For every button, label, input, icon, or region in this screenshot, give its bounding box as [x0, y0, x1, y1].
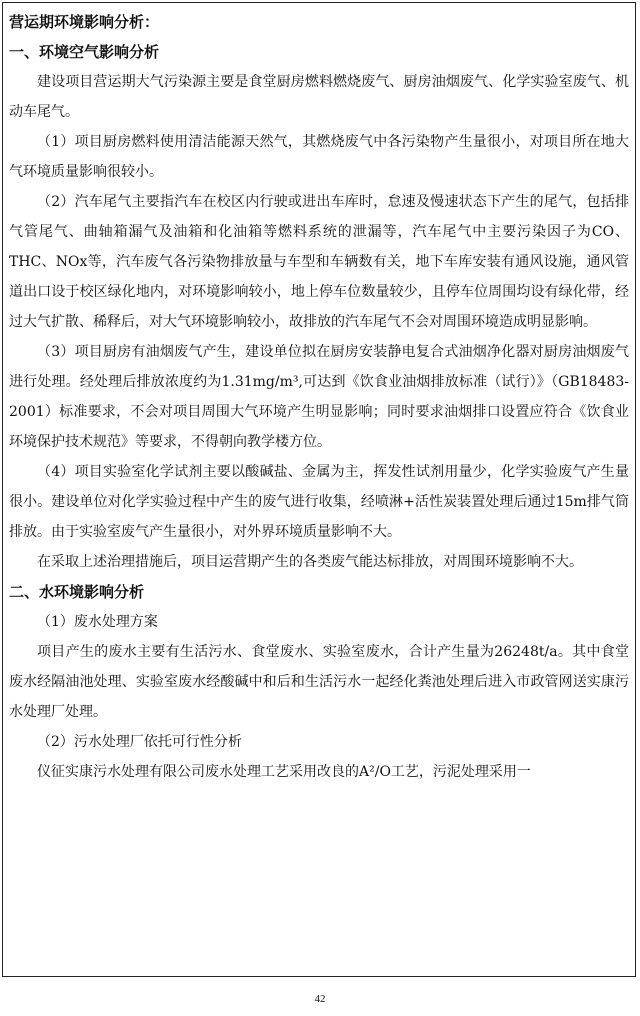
paragraph-treatment-feasibility: 仪征实康污水处理有限公司废水处理工艺采用改良的A²/O工艺，污泥处理采用一	[37, 764, 531, 780]
subheading-treatment-feasibility: （2）污水处理厂依托可行性分析	[37, 734, 242, 750]
paragraph-air-vehicle-exhaust: （2）汽车尾气主要指汽车在校区内行驶或进出车库时，怠速及慢速状态下产生的尾气，包括排气管尾气、曲轴箱漏气及油箱和化油箱等燃料系统的泄漏等，汽车尾气中主要污染因子为CO、THC、NOx等，汽车废气各污染物排放量与车型和车辆数有关，地下车库安装有通风设施，通风管道出口设于校区绿化地内，对环境影响较小，地上停车位数量较少，且停车位周围均设有绿化带，经过大气扩散、稀释后，对大气环境影响较小，故排放的汽车尾气不会对周围环境造成明显影响。	[9, 194, 629, 330]
page-title: 营运期环境影响分析：	[9, 13, 160, 31]
section-heading-water: 二、水环境影响分析	[9, 583, 145, 601]
section-heading-air: 一、环境空气影响分析	[9, 43, 160, 61]
paragraph-air-kitchen-fuel: （1）项目厨房燃料使用清洁能源天然气，其燃烧废气中各污染物产生量很小，对项目所在地大气环境质量影响很较小。	[9, 134, 629, 180]
subheading-wastewater-plan: （1）废水处理方案	[37, 614, 158, 630]
page-frame	[2, 2, 636, 977]
page-number: 42	[314, 993, 326, 1005]
paragraph-air-lab-gas: （4）项目实验室化学试剂主要以酸碱盐、金属为主，挥发性试剂用量少，化学实验废气产生量很小。建设单位对化学实验过程中产生的废气进行收集，经喷淋+活性炭装置处理后通过15m排气筒排放。由于实验室废气产生量很小，对外界环境质量影响不大。	[9, 464, 629, 540]
paragraph-air-intro: 建设项目营运期大气污染源主要是食堂厨房燃料燃烧废气、厨房油烟废气、化学实验室废气、机动车尾气。	[9, 74, 629, 120]
paragraph-wastewater-plan: 项目产生的废水主要有生活污水、食堂废水、实验室废水，合计产生量为26248t/a。其中食堂废水经隔油池处理、实验室废水经酸碱中和后和生活污水一起经化粪池处理后进入市政管网送实康污水处理厂处理。	[9, 644, 629, 720]
paragraph-air-summary: 在采取上述治理措施后，项目运营期产生的各类废气能达标排放，对周围环境影响不大。	[37, 554, 583, 570]
document-body	[3, 3, 635, 787]
paragraph-air-cooking-fumes: （3）项目厨房有油烟废气产生，建设单位拟在厨房安装静电复合式油烟净化器对厨房油烟废气进行处理。经处理后排放浓度约为1.31mg/m³,可达到《饮食业油烟排放标准（试行）》（GB18483-2001）标准要求，不会对项目周围大气环境产生明显影响；同时要求油烟排口设置应符合《饮食业环境保护技术规范》等要求，不得朝向教学楼方位。	[9, 344, 629, 450]
